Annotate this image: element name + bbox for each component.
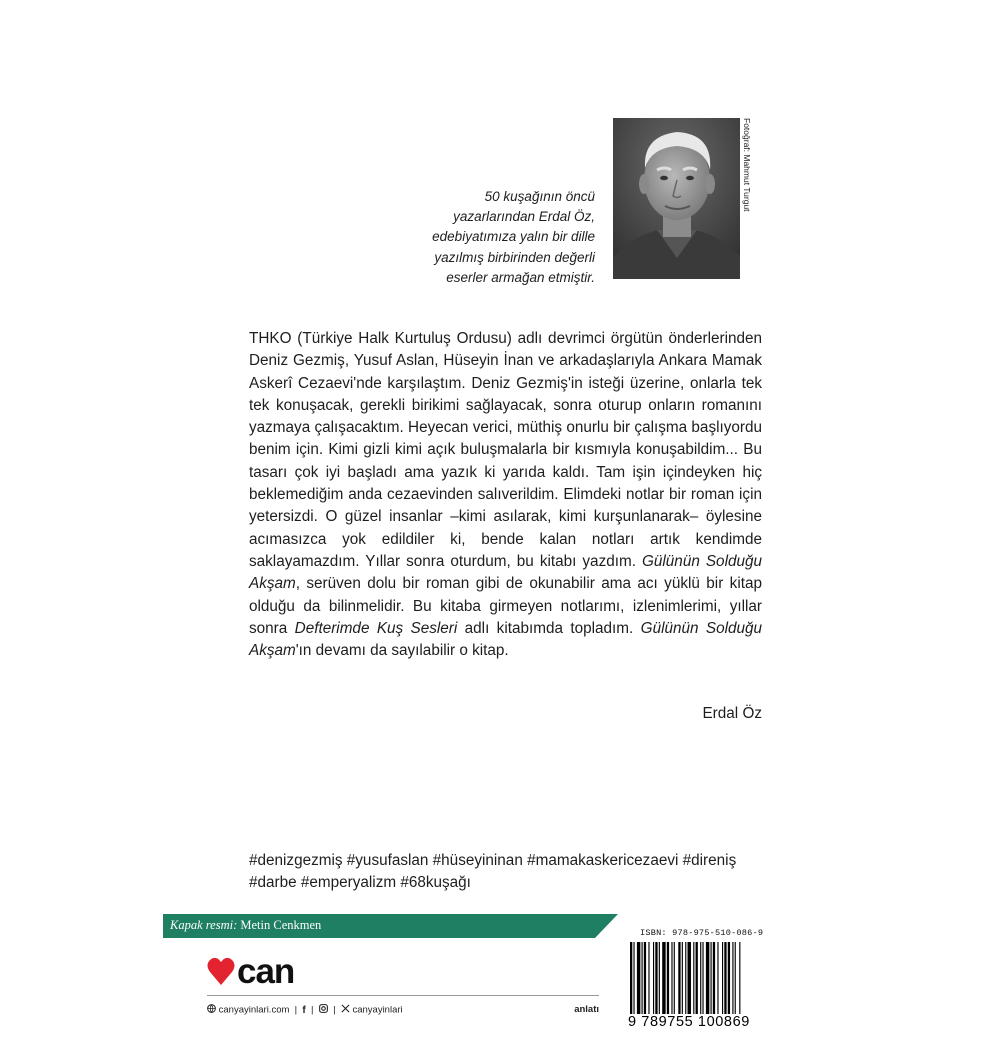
barcode-bar xyxy=(685,942,686,1014)
barcode-bar xyxy=(693,942,694,1014)
barcode-bar xyxy=(630,942,632,1014)
barcode-bar xyxy=(648,942,649,1014)
barcode-bar xyxy=(713,942,715,1014)
isbn-label: ISBN: 978-975-510-086-9 xyxy=(640,928,764,938)
barcode-bar xyxy=(655,942,657,1014)
barcode-bar xyxy=(739,942,740,1014)
footer-divider xyxy=(207,995,599,996)
barcode-bar xyxy=(696,942,698,1014)
blurb-text: , serüven dolu bir roman gibi de okunabilir ama acı yüklü bir kitap olduğu da bilinmelidir. Bu kitaba girmeyen notlarımı, izlenimlerimi, yıllar sonra xyxy=(249,575,762,637)
barcode-bar xyxy=(671,942,672,1014)
heart-icon xyxy=(208,958,235,985)
website-link[interactable]: canyayinlari.com xyxy=(218,1004,290,1016)
x-icon[interactable] xyxy=(341,1004,350,1016)
barcode-bar xyxy=(688,942,691,1014)
barcode-bar xyxy=(717,942,718,1014)
facebook-icon[interactable]: f xyxy=(302,1004,306,1016)
hashtags xyxy=(249,850,789,895)
barcode-bar xyxy=(728,942,730,1014)
social-handle[interactable]: canyayinlari xyxy=(352,1004,403,1016)
photo-credit xyxy=(742,118,756,279)
barcode-bar xyxy=(682,942,683,1014)
intro-line: eserler armağan etmiştir. xyxy=(446,269,595,285)
barcode-bar xyxy=(711,942,712,1014)
book-title: Defterimde Kuş Sesleri xyxy=(294,619,458,637)
book-title: Gülünün Solduğu Akşam xyxy=(249,552,762,593)
barcode-bar xyxy=(667,942,669,1014)
photo-credit-text: Fotoğraf: Mahmut Turgut xyxy=(742,118,752,212)
intro-line: yazarlarından Erdal Öz, xyxy=(453,209,595,225)
author-intro xyxy=(380,187,595,288)
blurb-text: 'ın devamı da sayılabilir o kitap. xyxy=(295,642,509,660)
barcode-bar xyxy=(702,942,703,1014)
blurb-text: adlı kitabımda topladım. xyxy=(457,619,634,637)
barcode xyxy=(628,942,781,1014)
blurb-paragraph xyxy=(249,328,762,662)
hashtag-line: #denizgezmiş #yusufaslan #hüseyininan #mamakaskericezaevi #direniş xyxy=(249,852,737,869)
publisher-footer xyxy=(207,1004,599,1016)
category-label: anlatı xyxy=(574,1004,599,1015)
barcode-bar xyxy=(633,942,634,1014)
barcode-bar xyxy=(700,942,701,1014)
intro-line: edebiyatımıza yalın bir dille xyxy=(432,229,595,245)
author-signature: Erdal Öz xyxy=(702,705,762,722)
barcode-bar xyxy=(662,942,665,1014)
intro-line: yazılmış birbirinden değerli xyxy=(434,249,595,265)
cover-credit xyxy=(170,918,321,933)
intro-line: 50 kuşağının öncü xyxy=(484,189,595,204)
barcode-bar xyxy=(659,942,660,1014)
barcode-bar xyxy=(732,942,733,1014)
globe-icon xyxy=(207,1004,216,1016)
blurb-text: THKO (Türkiye Halk Kurtuluş Ordusu) adlı devrimci örgütün önderlerinden Deniz Gezmiş, Yusuf Aslan, Hüseyin İnan ve arkadaşlarıyla Ankara Mamak Askerî Cezaevi'nde karşılaştım. Deniz Gezmiş'in isteği üzerine, onlarla tek tek konuşacak, gerekli birikimi sağlayacak, sonra oturup onların romanını yazmaya çalışacaktım. Heyecan verici, müthiş onurlu bir çalışma başlıyordu benim için. Kimi gizli kimi açık buluşmalarla bir kısmıyla konuşabildim... Bu tasarı çok iyi başladı ama yazık ki yarıda kaldı. Tam işin içindeyken hiç beklemediğim anda cezaevinden salıverildim. Elimdeki notlar bir roman için yetersizdi. O güzel insanlar –kimi asılarak, kimi kurşunlanarak– öylesine acımasızca yok edildiler ki, bende kalan notları artık kendimde saklayamazdım. Yıllar sonra oturdum, bu kitabı yazdım. xyxy=(249,330,762,570)
barcode-bar xyxy=(724,942,726,1014)
barcode-bar xyxy=(642,942,643,1014)
cover-credit-label: Kapak resmi: xyxy=(170,918,238,932)
barcode-bar xyxy=(735,942,736,1014)
barcode-bar xyxy=(637,942,640,1014)
barcode-bar xyxy=(674,942,675,1014)
hashtag-line: #darbe #emperyalizm #68kuşağı xyxy=(249,874,471,892)
back-cover-blurb xyxy=(249,328,762,662)
separator: | xyxy=(292,1004,300,1016)
logo-wordmark: can xyxy=(237,952,295,988)
isbn-digits: 9 789755 100869 xyxy=(628,1014,750,1030)
barcode-bar xyxy=(706,942,709,1014)
instagram-icon[interactable] xyxy=(319,1004,328,1016)
book-title: Gülünün Solduğu Akşam xyxy=(249,619,763,660)
barcode-bar xyxy=(653,942,654,1014)
cover-credit-name: Metin Cenkmen xyxy=(240,918,322,932)
barcode-bar xyxy=(722,942,723,1014)
barcode-bar xyxy=(644,942,646,1014)
author-photo xyxy=(613,118,740,279)
author-portrait-image xyxy=(613,118,740,279)
can-logo xyxy=(207,952,319,993)
separator: | xyxy=(308,1004,317,1016)
barcode-bar xyxy=(678,942,680,1014)
separator: | xyxy=(330,1004,339,1016)
logo-mark xyxy=(207,952,319,988)
